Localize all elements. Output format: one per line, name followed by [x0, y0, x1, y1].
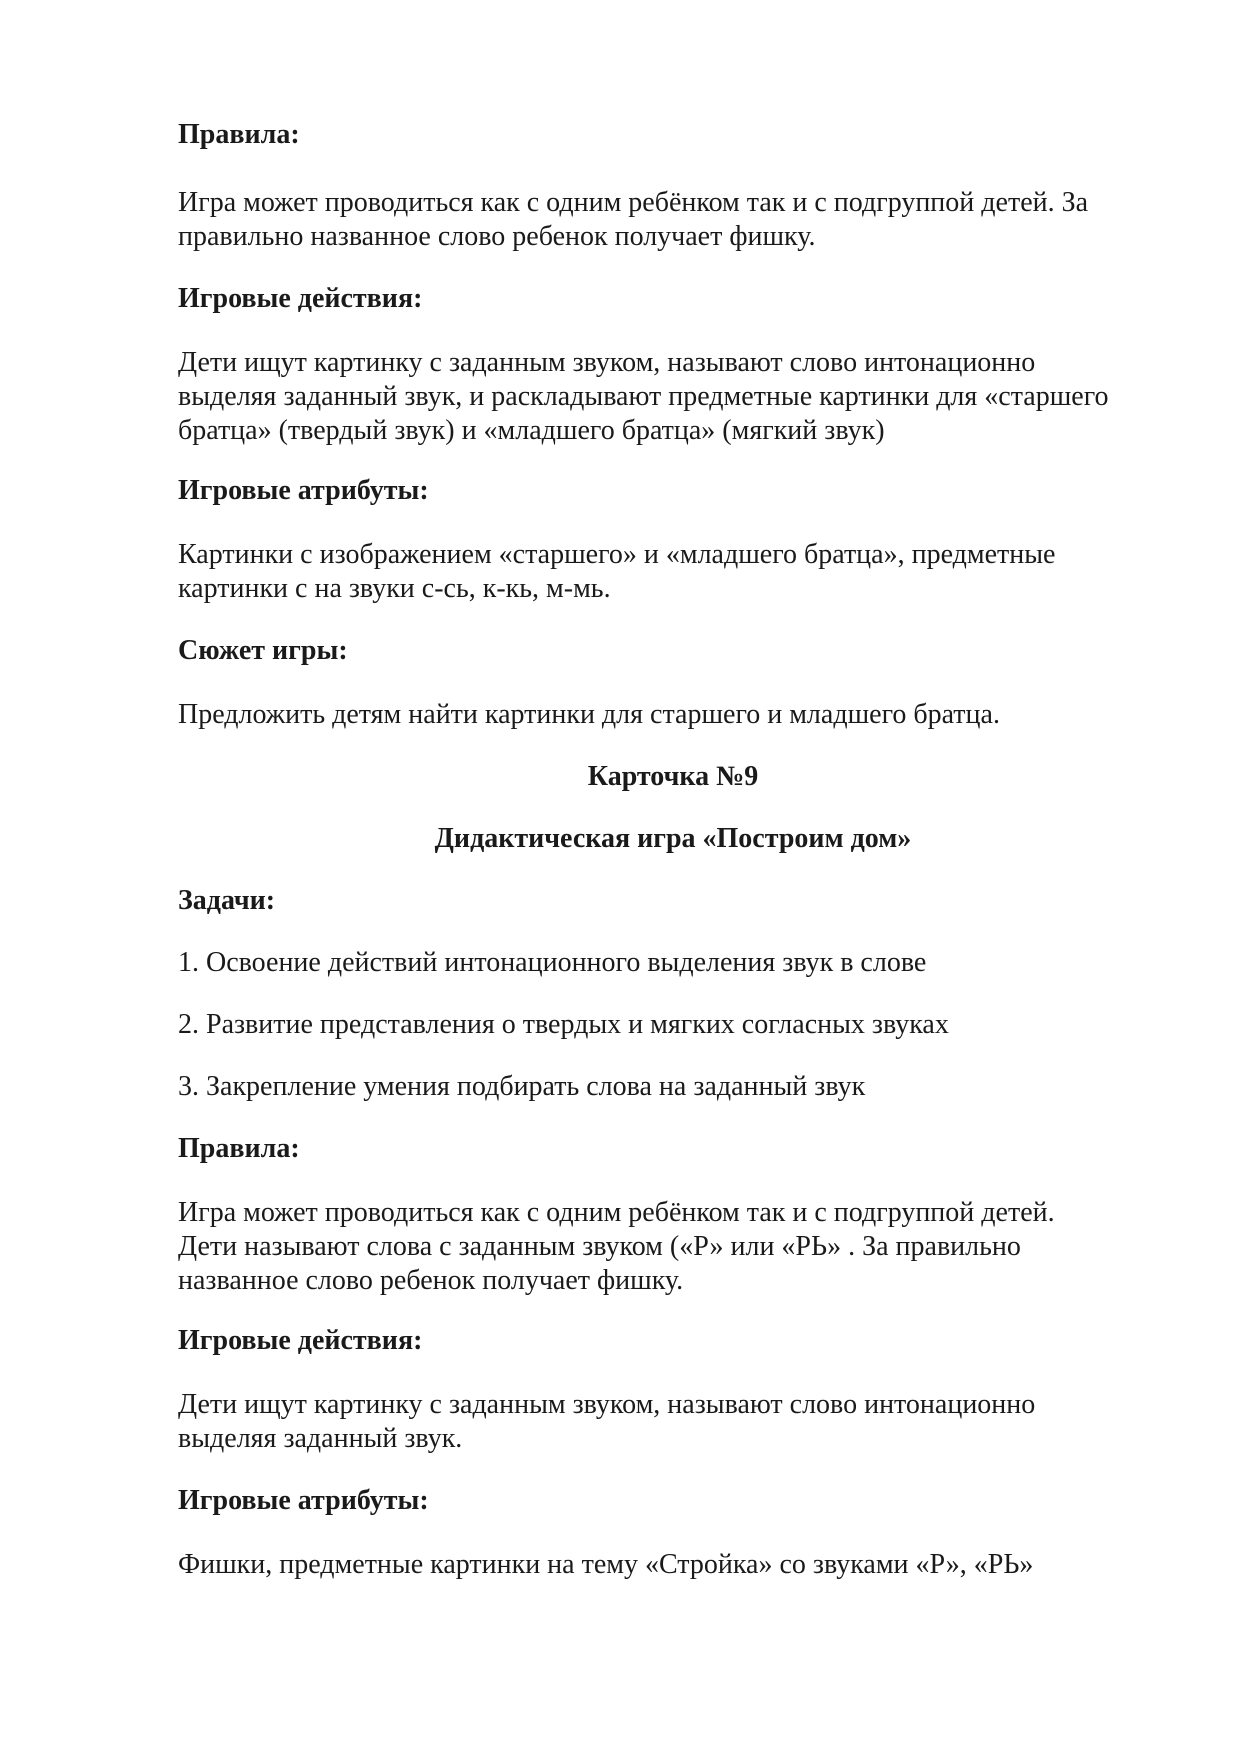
- text-line: выделяя заданный звук, и раскладывают предметные картинки для «старшего: [178, 381, 1109, 412]
- section-heading-plot: Сюжет игры:: [178, 635, 348, 666]
- game-actions-paragraph: [178, 346, 1109, 448]
- plot-paragraph: [178, 698, 1000, 732]
- section-heading-rules-2: Правила:: [178, 1133, 300, 1164]
- task-item-3: 3. Закрепление умения подбирать слова на заданный звук: [178, 1071, 866, 1102]
- rules-paragraph-2: [178, 1196, 1055, 1298]
- text-line: Картинки с изображением «старшего» и «младшего братца», предметные: [178, 539, 1056, 570]
- game-title: Дидактическая игра «Построим дом»: [434, 823, 912, 854]
- task-item-1: 1. Освоение действий интонационного выделения звук в слове: [178, 947, 927, 978]
- text-line: Дети ищут картинку с заданным звуком, называют слово интонационно: [178, 1389, 1036, 1420]
- text-line: братца» (твердый звук) и «младшего братца» (мягкий звук): [178, 415, 885, 446]
- game-attributes-paragraph: [178, 538, 1056, 606]
- rules-paragraph: [178, 186, 1088, 254]
- text-line: названное слово ребенок получает фишку.: [178, 1265, 684, 1296]
- game-attributes-paragraph-2: [178, 1548, 1033, 1582]
- card-title: Карточка №9: [587, 761, 759, 792]
- section-heading-game-attributes: Игровые атрибуты:: [178, 475, 429, 506]
- text-line: правильно названное слово ребенок получает фишку.: [178, 221, 816, 252]
- section-heading-game-attributes-2: Игровые атрибуты:: [178, 1485, 429, 1516]
- text-line: выделяя заданный звук.: [178, 1423, 463, 1454]
- text-line: Дети ищут картинку с заданным звуком, называют слово интонационно: [178, 347, 1036, 378]
- game-actions-paragraph-2: [178, 1388, 1035, 1456]
- section-heading-game-actions-2: Игровые действия:: [178, 1325, 423, 1356]
- text-line: Предложить детям найти картинки для старшего и младшего братца.: [178, 699, 1000, 730]
- text-line: Фишки, предметные картинки на тему «Стройка» со звуками «Р», «РЬ»: [178, 1549, 1034, 1580]
- section-heading-game-actions: Игровые действия:: [178, 283, 423, 314]
- text-line: Игра может проводиться как с одним ребёнком так и с подгруппой детей.: [178, 1197, 1055, 1228]
- text-line: Игра может проводиться как с одним ребёнком так и с подгруппой детей. За: [178, 187, 1089, 218]
- text-line: картинки с на звуки с-сь, к-кь, м-мь.: [178, 573, 611, 604]
- section-heading-tasks: Задачи:: [178, 885, 276, 916]
- text-line: Дети называют слова с заданным звуком («Р» или «РЬ» . За правильно: [178, 1231, 1021, 1262]
- task-item-2: 2. Развитие представления о твердых и мягких согласных звуках: [178, 1009, 949, 1040]
- section-heading-rules: Правила:: [178, 119, 300, 150]
